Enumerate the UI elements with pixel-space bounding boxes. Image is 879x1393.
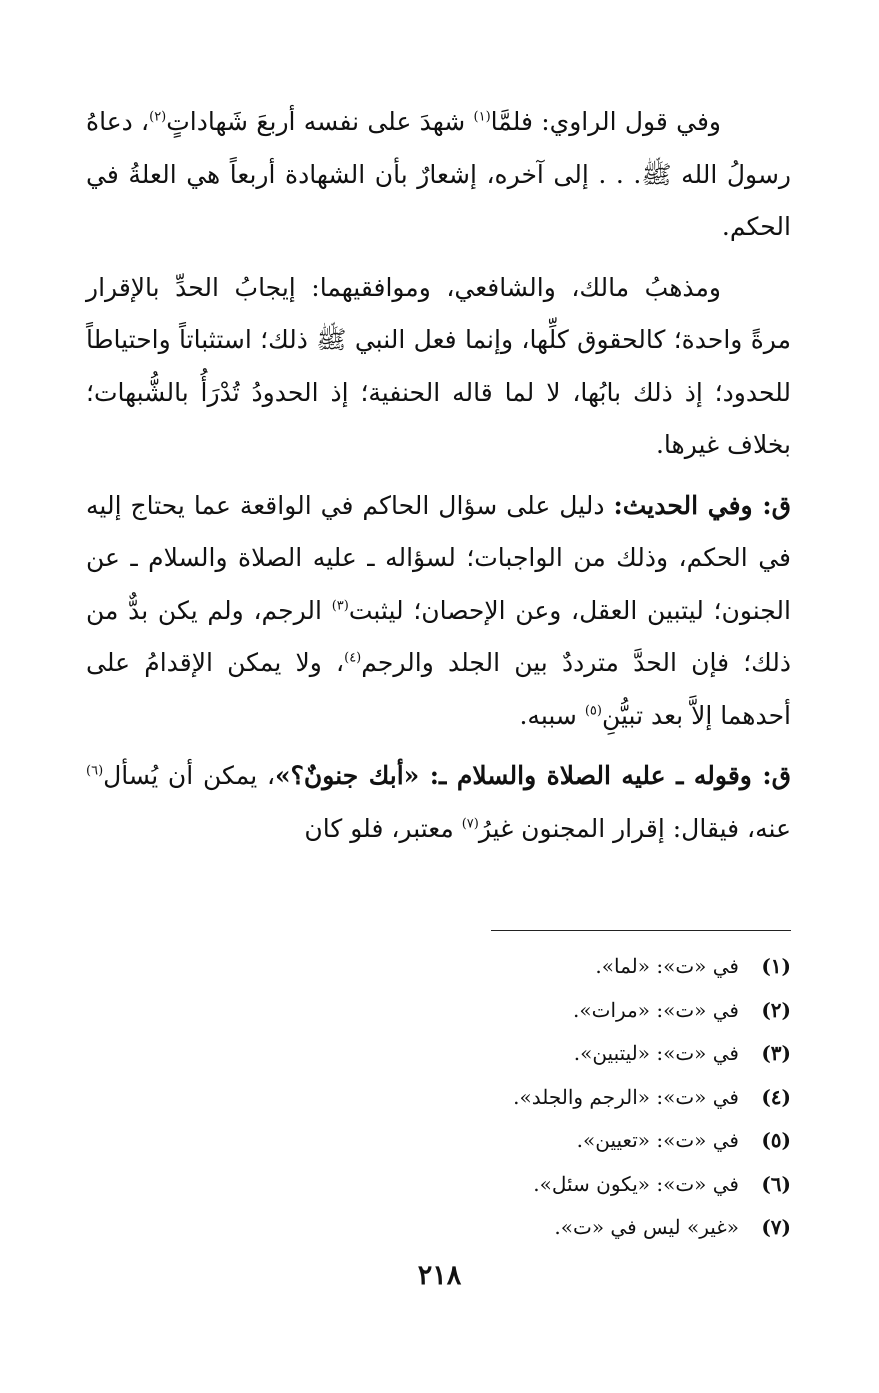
text-run: الرجم، ولم يكن بدٌّ من ذلك؛ فإن الحدَّ مترددٌ بين الجلد والرجم <box>86 595 791 677</box>
footnote-text: في «ت»: «مرات». <box>573 997 739 1022</box>
page-number: ٢١٨ <box>417 1260 462 1291</box>
footnote-divider <box>491 930 791 931</box>
footnote-ref: (٤) <box>344 650 362 666</box>
main-text <box>86 96 791 863</box>
footnote-text: «غير» ليس في «ت». <box>554 1215 739 1239</box>
footnote-item <box>86 1119 791 1163</box>
footnote-number: (٣) <box>761 1041 791 1065</box>
text-run: وفي قول الراوي: فلمَّا <box>490 107 721 136</box>
footnote-ref: (١) <box>473 109 491 125</box>
footnote-number: (٤) <box>761 1084 791 1109</box>
footnote-item <box>86 1032 791 1076</box>
paragraph-4 <box>86 750 791 855</box>
footnote-text: في «ت»: «الرجم والجلد». <box>513 1084 739 1109</box>
footnote-item <box>86 989 791 1033</box>
footnote-ref: (٧) <box>461 816 479 832</box>
footnote-number: (١) <box>761 954 791 978</box>
text-run: دليل على سؤال الحاكم في الواقعة عما يحتاج إليه في الحكم، وذلك من الواجبات؛ لسؤاله ـ عليه الصلاة والسلام ـ عن الجنون؛ ليتبين العقل، وعن الإحصان؛ ليثبت <box>86 490 791 625</box>
text-run: ، يمكن أن يُسأل <box>103 761 276 790</box>
paragraph-lead: ق: وقوله ـ عليه الصلاة والسلام ـ: «أبك جنونٌ؟» <box>275 761 791 790</box>
footnote-text: في «ت»: «ليتبين». <box>573 1041 739 1065</box>
footnotes-list <box>86 945 791 1250</box>
footnote-number: (٥) <box>761 1128 791 1152</box>
text-run: ومذهبُ مالك، والشافعي، وموافقيهما: إيجابُ الحدِّ بالإقرار مرةً واحدة؛ كالحقوق كلِّها، وإنما فعل النبي ﷺ ذلك؛ استثباتاً واحتياطاً للحدود؛ إذ ذلك بابُها، لا لما قاله الحنفية؛ إذ الحدودُ تُدْرَأُ بالشُّبهات؛ بخلاف غيرها. <box>86 272 791 459</box>
footnote-number: (٢) <box>761 997 791 1022</box>
footnote-item <box>86 1163 791 1207</box>
text-run: معتبر، فلو كان <box>304 813 462 843</box>
text-run: شهدَ على نفسه أربعَ شَهاداتٍ <box>166 107 474 136</box>
text-run: عنه، فيقال: إقرار المجنون غيرُ <box>478 813 791 843</box>
text-run: سببه. <box>519 700 585 730</box>
paragraph-1 <box>86 96 791 254</box>
footnote-text: في «ت»: «يكون سئل». <box>533 1171 739 1196</box>
footnote-ref: (٥) <box>584 703 602 719</box>
footnote-item <box>86 1076 791 1120</box>
footnote-ref: (٣) <box>331 598 349 614</box>
paragraph-lead: ق: وفي الحديث: <box>613 490 791 520</box>
footnote-number: (٦) <box>761 1171 791 1196</box>
footnote-text: في «ت»: «تعيين». <box>576 1128 739 1152</box>
text-run: ، ولا يمكن الإقدامُ على أحدهما إلاَّ بعد تبيُّنِ <box>86 648 791 730</box>
text-run: ، دعاهُ رسولُ الله ﷺ. . . إلى آخره، إشعارٌ بأن الشهادة أربعاً هي العلةُ في الحكم. <box>86 107 791 241</box>
footnote-number: (٧) <box>761 1215 791 1239</box>
footnote-item <box>86 945 791 989</box>
paragraph-2 <box>86 262 791 472</box>
paragraph-3 <box>86 480 791 743</box>
footnote-ref: (٦) <box>86 763 104 779</box>
footnote-item <box>86 1206 791 1250</box>
footnote-ref: (٢) <box>149 109 167 125</box>
footnote-text: في «ت»: «لما». <box>595 954 739 978</box>
